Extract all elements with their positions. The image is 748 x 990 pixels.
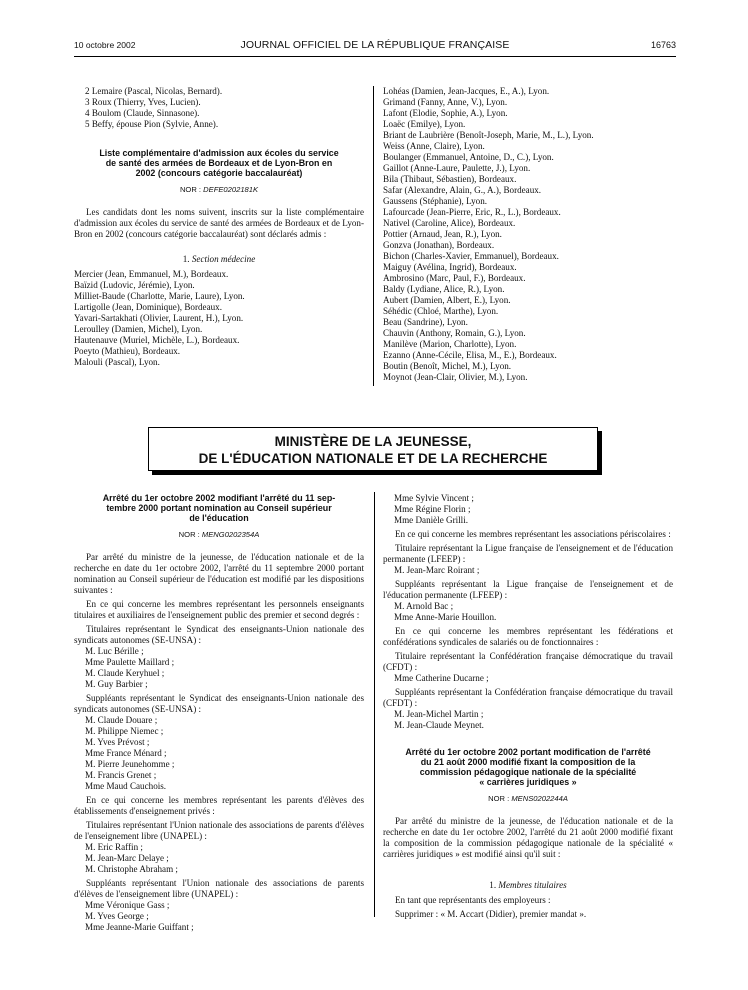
paragraph: Titulaire représentant la Confédération française démocratique du travail (CFDT) : — [383, 651, 673, 672]
paragraph: En ce qui concerne les membres représentant les associations périscolaires : — [395, 529, 671, 539]
title-line: Liste complémentaire d'admission aux écoles du service — [99, 148, 339, 158]
section-heading: 1. Membres titulaires — [489, 880, 567, 890]
paragraph: En ce qui concerne les membres représentant les personnels enseignants titulaires et auxiliaires de l'enseignement public des premier et second degrés : — [74, 599, 364, 620]
list-item: Boutin (Benoît, Michel, M.), Lyon. — [383, 361, 512, 371]
list-item: M. Claude Keryhuel ; — [85, 668, 165, 678]
list-item: M. Jean-Michel Martin ; — [394, 709, 484, 719]
nor-reference: NOR : DEFE0202181K — [179, 185, 259, 194]
list-item: M. Eric Raffin ; — [85, 842, 143, 852]
list-item: M. Arnold Bac ; — [394, 601, 454, 611]
article-title — [74, 148, 364, 178]
list-item: M. Jean-Marc Delaye ; — [85, 853, 169, 863]
list-item: Lafont (Elodie, Sophie, A.), Lyon. — [383, 108, 508, 118]
running-header — [74, 40, 676, 54]
list-item: Malouli (Pascal), Lyon. — [74, 357, 160, 367]
paragraph: Suppléants représentant le Syndicat des enseignants-Union nationale des syndicats autonomes (SE-UNSA) : — [74, 693, 364, 714]
list-item: M. Jean-Claude Meynet. — [394, 720, 484, 730]
paragraph: Suppléants représentant la Confédération française démocratique du travail (CFDT) : — [383, 687, 673, 708]
list-item: Séhédic (Chloé, Marthe), Lyon. — [383, 306, 499, 316]
list-item: Yavari-Sartakhati (Olivier, Laurent, H.), Lyon. — [74, 313, 244, 323]
column-bottom-left — [74, 493, 364, 933]
title-line: du 21 août 2000 modifié fixant la composition de la — [420, 757, 636, 767]
list-item: Gaillot (Anne-Laure, Paulette, J.), Lyon. — [383, 163, 531, 173]
list-item: Ambrosino (Marc, Paul, F.), Bordeaux. — [383, 273, 526, 283]
title-line: de santé des armées de Bordeaux et de Lyon-Bron en — [105, 158, 333, 168]
member-list — [74, 842, 364, 875]
nor-reference: NOR : MENG0202354A — [178, 530, 260, 539]
name-list — [383, 86, 683, 383]
list-item: Moynot (Jean-Clair, Olivier, M.), Lyon. — [383, 372, 528, 382]
list-item: 3 Roux (Thierry, Yves, Lucien). — [85, 97, 201, 107]
column-top-right — [383, 86, 683, 383]
list-item: Hautenauve (Muriel, Michèle, L.), Bordeaux. — [74, 335, 240, 345]
member-list — [383, 493, 673, 526]
list-item: Maiguy (Avélina, Ingrid), Bordeaux. — [383, 262, 517, 272]
title-line: tembre 2000 portant nomination au Conseil supérieur — [106, 503, 332, 513]
list-item: Mme Danièle Grilli. — [394, 515, 468, 525]
title-line: 2002 (concours catégorie baccalauréat) — [135, 168, 303, 178]
member-list — [74, 715, 364, 792]
section-heading: 1. Section médecine — [182, 254, 256, 264]
column-bottom-right — [383, 493, 673, 920]
paragraph: Titulaires représentant le Syndicat des enseignants-Union nationale des syndicats autonomes (SE-UNSA) : — [74, 624, 364, 645]
list-item: Loaëc (Emilye), Lyon. — [383, 119, 466, 129]
list-item: Ezanno (Anne-Cécile, Elisa, M., E.), Bordeaux. — [383, 350, 557, 360]
list-item: M. Philippe Niemec ; — [85, 726, 164, 736]
header-date: 10 octobre 2002 — [74, 40, 136, 50]
list-item: M. Pierre Jeunehomme ; — [85, 759, 175, 769]
list-item: 2 Lemaire (Pascal, Nicolas, Bernard). — [85, 86, 223, 96]
member-list — [383, 601, 673, 623]
list-item: M. Jean-Marc Roirant ; — [394, 565, 480, 575]
paragraph: Les candidats dont les noms suivent, inscrits sur la liste complémentaire d'admission aux écoles du service de santé des armées de Bordeaux et de Lyon-Bron en 2002 (concours catégorie baccalauréat) sont déclarés admis : — [74, 207, 364, 239]
member-list — [74, 900, 364, 933]
list-item: Mme Jeanne-Marie Guiffant ; — [85, 922, 194, 932]
list-item: Chauvin (Anthony, Romain, G.), Lyon. — [383, 328, 526, 338]
list-item: Lafourcade (Jean-Pierre, Eric, R., L.), Bordeaux. — [383, 207, 561, 217]
list-item: M. Claude Douare ; — [85, 715, 158, 725]
list-item: Leroulley (Damien, Michel), Lyon. — [74, 324, 203, 334]
paragraph: Par arrêté du ministre de la jeunesse, de l'éducation nationale et de la recherche en date du 1er octobre 2002, l'arrêté du 11 septembre 2000 portant nomination au Conseil supérieur de l'éducation est modifié par les dispositions suivantes : — [74, 552, 364, 595]
list-item: Manilève (Marion, Charlotte), Lyon. — [383, 339, 517, 349]
name-list — [74, 269, 364, 368]
member-list — [383, 565, 673, 576]
list-item: 5 Beffy, épouse Pion (Sylvie, Anne). — [85, 119, 219, 129]
list-item: Grimand (Fanny, Anne, V.), Lyon. — [383, 97, 508, 107]
list-item: Poeyto (Mathieu), Bordeaux. — [74, 346, 181, 356]
nor-reference: NOR : MENS0202244A — [488, 794, 568, 803]
title-line: Arrêté du 1er octobre 2002 modifiant l'arrêté du 11 sep- — [102, 493, 336, 503]
list-item: M. Guy Barbier ; — [85, 679, 148, 689]
list-item: Boulanger (Emmanuel, Antoine, D., C.), Lyon. — [383, 152, 554, 162]
article-title — [383, 747, 673, 787]
page-number: 16763 — [650, 40, 676, 50]
list-item: Baldy (Lydiane, Alice, R.), Lyon. — [383, 284, 505, 294]
title-line: de l'éducation — [189, 513, 249, 523]
list-item: Mme Anne-Marie Houillon. — [394, 612, 497, 622]
list-item: M. Francis Grenet ; — [85, 770, 157, 780]
list-item: Aubert (Damien, Albert, E.), Lyon. — [383, 295, 511, 305]
paragraph: En ce qui concerne les membres représentant les parents d'élèves des établissements d'enseignement privés : — [74, 795, 364, 816]
list-item: Weiss (Anne, Claire), Lyon. — [383, 141, 485, 151]
list-item: Mme Paulette Maillard ; — [85, 657, 175, 667]
list-item: Bila (Thibaut, Sébastien), Bordeaux. — [383, 174, 517, 184]
paragraph: Titulaire représentant la Ligue française de l'enseignement et de l'éducation permanente (LFEEP) : — [383, 543, 673, 564]
title-line: Arrêté du 1er octobre 2002 portant modification de l'arrêté — [405, 747, 651, 757]
paragraph: En ce qui concerne les membres représentant les fédérations et confédérations syndicales de salariés ou de fonctionnaires : — [383, 626, 673, 647]
list-item: Gaussens (Stéphanie), Lyon. — [383, 196, 488, 206]
list-item: Mme Sylvie Vincent ; — [394, 493, 474, 503]
paragraph: En tant que représentants des employeurs : — [395, 895, 551, 905]
list-item: M. Christophe Abraham ; — [85, 864, 178, 874]
list-item: Mme Véronique Gass ; — [85, 900, 170, 910]
paragraph: Suppléants représentant la Ligue française de l'enseignement et de l'éducation permanente (LFEEP) : — [383, 579, 673, 600]
member-list — [74, 646, 364, 690]
list-item: Mme Catherine Ducarne ; — [394, 673, 489, 683]
list-item: 4 Boulom (Claude, Sinnasone). — [85, 108, 200, 118]
list-item: Mme Régine Florin ; — [394, 504, 471, 514]
numbered-list — [74, 86, 364, 130]
ministry-line-1: MINISTÈRE DE LA JEUNESSE, — [274, 434, 472, 449]
article-title — [74, 493, 364, 523]
list-item: M. Yves George ; — [85, 911, 149, 921]
list-item: Mme France Ménard ; — [85, 748, 167, 758]
header-rule — [74, 56, 676, 57]
member-list — [383, 673, 673, 684]
paragraph: Suppléants représentant l'Union nationale des associations de parents d'élèves de l'enseignement libre (UNAPEL) : — [74, 878, 364, 899]
list-item: Beau (Sandrine), Lyon. — [383, 317, 468, 327]
column-divider — [373, 86, 374, 386]
list-item: Bichon (Charles-Xavier, Emmanuel), Bordeaux. — [383, 251, 559, 261]
list-item: Mme Maud Cauchois. — [85, 781, 167, 791]
list-item: M. Luc Bérille ; — [85, 646, 144, 656]
column-top-left — [74, 86, 364, 368]
title-line: commission pédagogique nationale de la spécialité — [419, 767, 637, 777]
title-line: « carrières juridiques » — [479, 777, 577, 787]
list-item: Briant de Laubrière (Benoît-Joseph, Marie, M., L.), Lyon. — [383, 130, 594, 140]
column-divider — [374, 492, 375, 917]
paragraph: Titulaires représentant l'Union nationale des associations de parents d'élèves de l'enseignement libre (UNAPEL) : — [74, 820, 364, 841]
list-item: Milliet-Baude (Charlotte, Marie, Laure), Lyon. — [74, 291, 245, 301]
paragraph: Par arrêté du ministre de la jeunesse, de l'éducation nationale et de la recherche en date du 1er octobre 2002, l'arrêté du 21 août 2000 modifié fixant la composition de la commission pédagogique nationale de la spécialité « carrières juridiques » est modifié ainsi qu'il suit : — [383, 816, 673, 859]
ministry-heading-box — [148, 427, 598, 471]
member-list — [383, 709, 673, 731]
list-item: M. Yves Prévost ; — [85, 737, 150, 747]
ministry-line-2: DE L'ÉDUCATION NATIONALE ET DE LA RECHERCHE — [198, 451, 548, 466]
list-item: Lohéas (Damien, Jean-Jacques, E., A.), Lyon. — [383, 86, 550, 96]
list-item: Pottier (Arnaud, Jean, R.), Lyon. — [383, 229, 502, 239]
list-item: Lartigolle (Jean, Dominique), Bordeaux. — [74, 302, 222, 312]
list-item: Safar (Alexandre, Alain, G., A.), Bordeaux. — [383, 185, 542, 195]
journal-title: JOURNAL OFFICIEL DE LA RÉPUBLIQUE FRANÇAISE — [240, 39, 510, 51]
list-item: Mercier (Jean, Emmanuel, M.), Bordeaux. — [74, 269, 229, 279]
list-item: Gonzva (Jonathan), Bordeaux. — [383, 240, 495, 250]
list-item: Baïzid (Ludovic, Jérémie), Lyon. — [74, 280, 195, 290]
list-item: Nativel (Caroline, Alice), Bordeaux. — [383, 218, 516, 228]
paragraph: Supprimer : « M. Accart (Didier), premier mandat ». — [395, 909, 587, 919]
